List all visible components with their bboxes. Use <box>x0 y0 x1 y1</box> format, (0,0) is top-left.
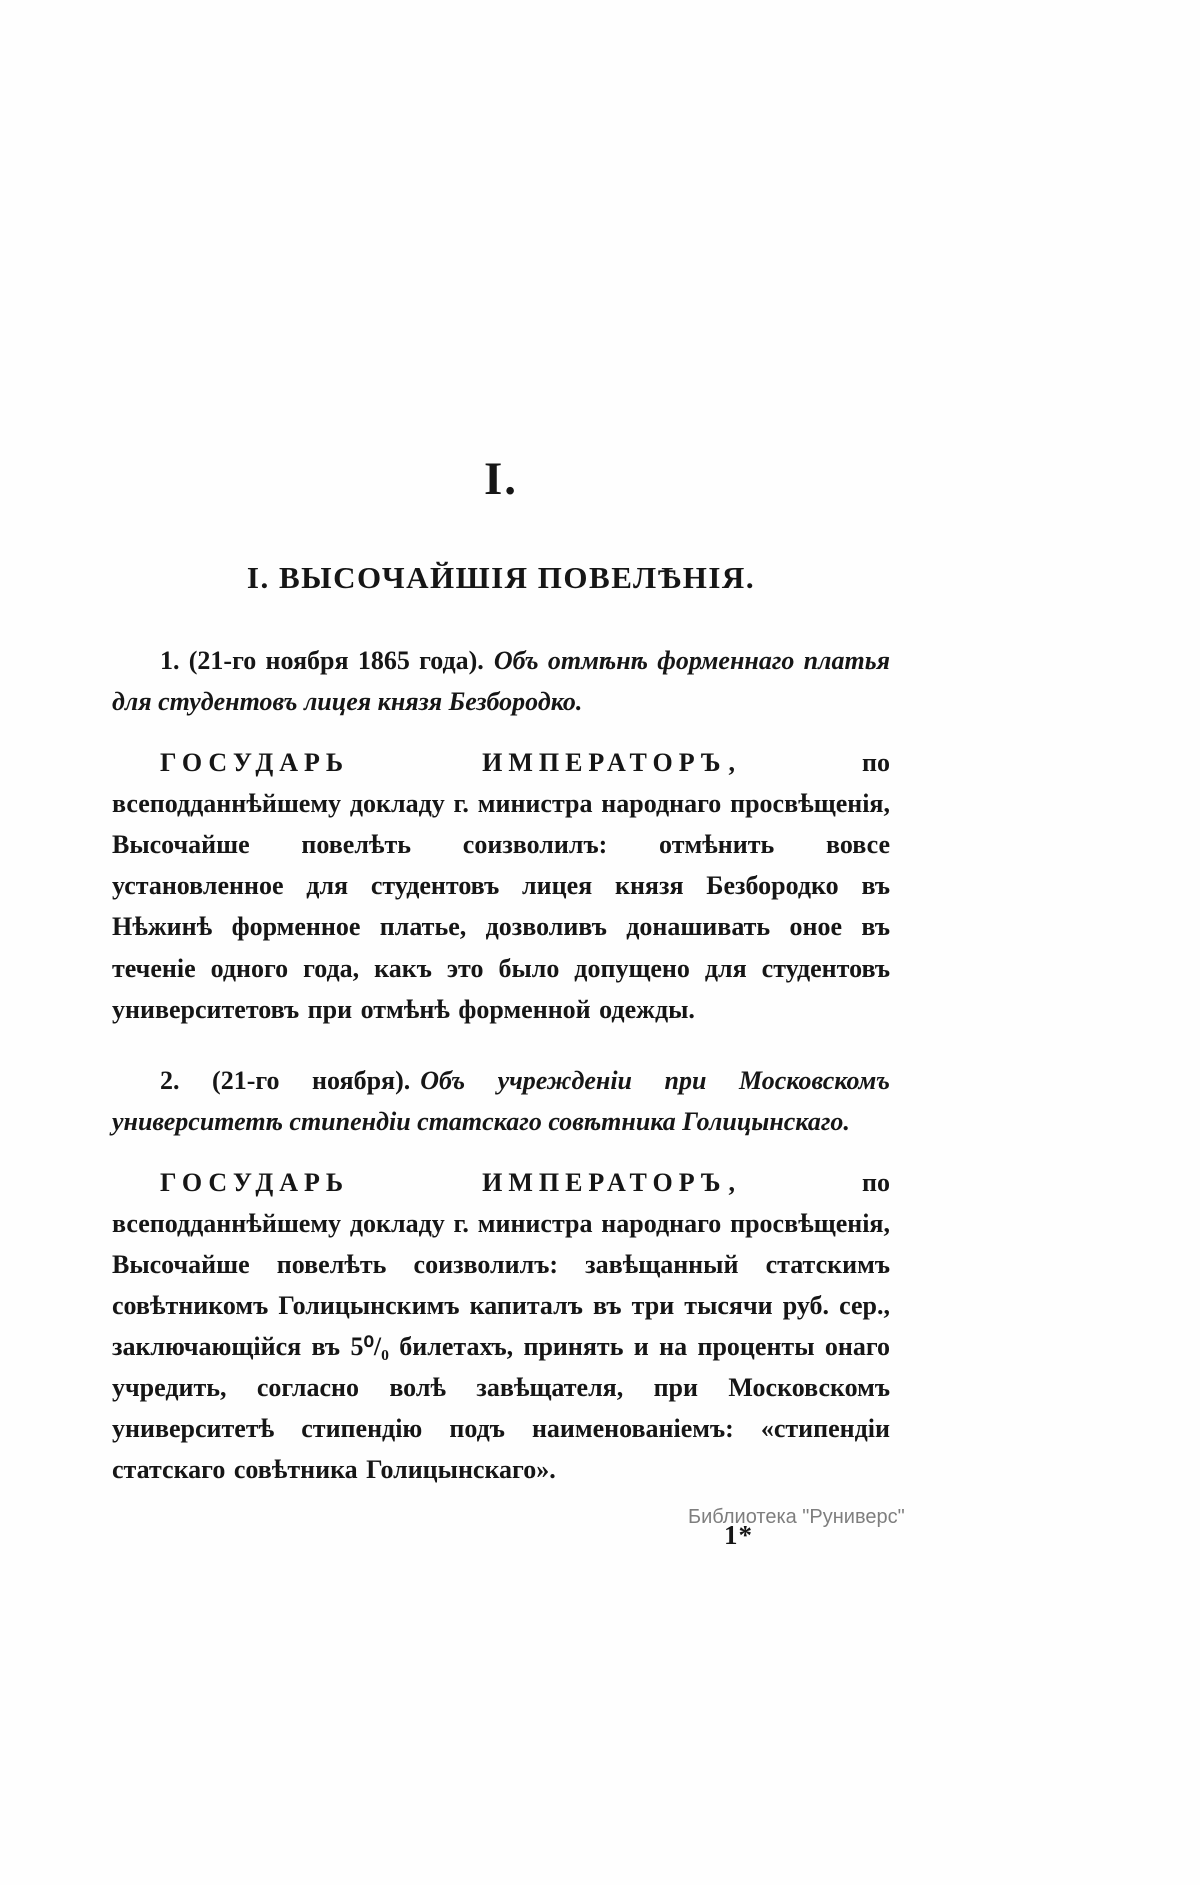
entry-title-lead: 2. (21-го ноября). <box>160 1065 411 1095</box>
entry-title-lead: 1. (21-го ноября 1865 года). <box>160 646 484 675</box>
page-content <box>112 452 890 1551</box>
entry-body-caps: ГОСУДАРЬ ИМПЕРАТОРЪ <box>160 748 727 778</box>
entry-title-subject: Объ отмѣнѣ форменнаго платья для студентовъ лицея князя Безбородко. <box>112 646 890 717</box>
chapter-numeral: I. <box>483 453 519 505</box>
section-heading: І. ВЫСОЧАЙШІЯ ПОВЕЛѢНІЯ. <box>246 560 756 595</box>
entry-body-caps: ГОСУДАРЬ ИМПЕРАТОРЪ <box>160 1167 727 1197</box>
entry-body-text: , по всеподданнѣйшему докладу г. министра народнаго просвѣщенія, Высочайше повелѣть соизволилъ: отмѣнить вовсе установленное для студентовъ лицея князя Безбородко въ Нѣжинѣ форменное платье, дозволивъ донашивать оное въ теченіе одного года, какъ это было допущено для студентовъ университетовъ при отмѣнѣ форменной одежды. <box>112 748 891 1024</box>
decree-entry-1 <box>112 640 890 1030</box>
entry-title <box>112 1060 890 1142</box>
entry-title-subject: Объ учрежденіи при Московскомъ университетѣ стипендіи статскаго совѣтника Голицынскаго. <box>112 1065 890 1136</box>
entry-body-text: , по всеподданнѣйшему докладу г. министра народнаго просвѣщенія, Высочайше повелѣть соизволилъ: завѣщанный статскимъ совѣтникомъ Голицынскимъ капиталъ въ три тысячи руб. сер., заключающійся въ 5⁰/₀ билетахъ, принять и на проценты онаго учредить, согласно волѣ завѣщателя, при Московскомъ университетѣ стипендію подъ наименованіемъ: «стипендіи статскаго совѣтника Голицынскаго». <box>112 1167 891 1485</box>
entry-body <box>112 1162 890 1491</box>
library-watermark: Библиотека "Руниверс" <box>688 1506 905 1528</box>
decree-entry-2 <box>112 1060 890 1491</box>
entry-title <box>112 640 890 722</box>
entry-body <box>112 742 890 1030</box>
page-marker: 1* <box>724 1520 753 1551</box>
